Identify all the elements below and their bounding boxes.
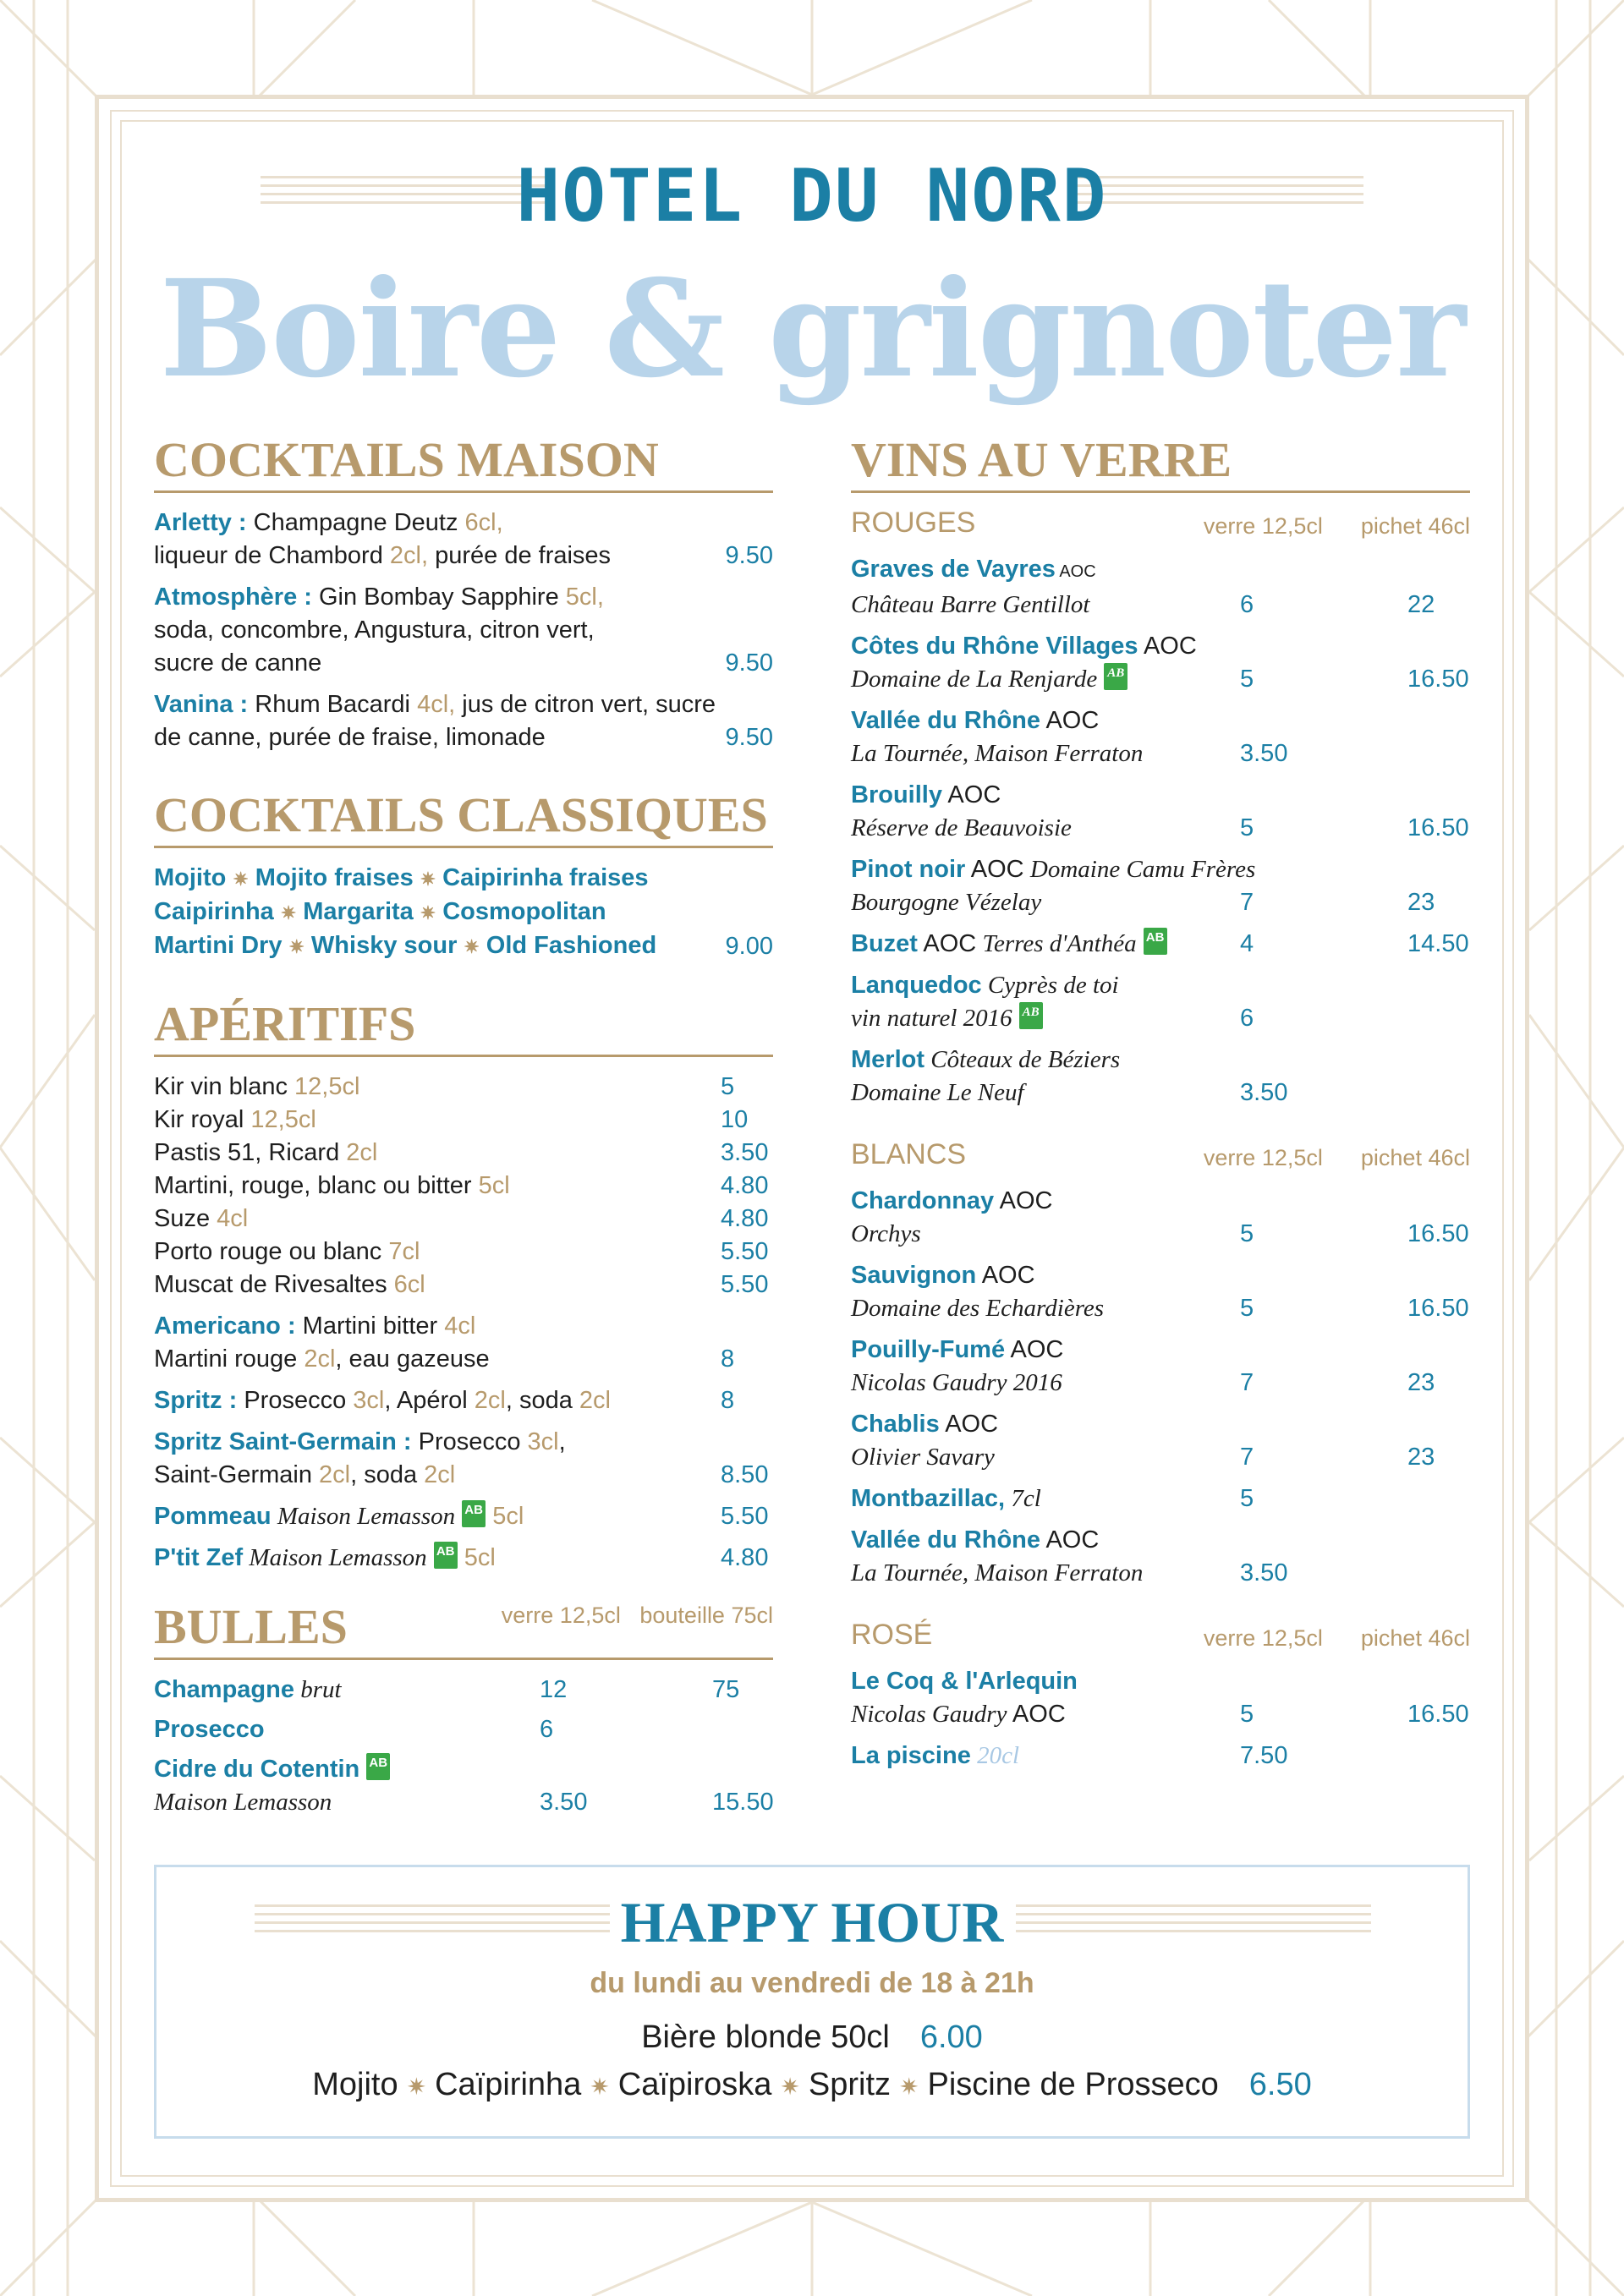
wine-item: Lanquedoc Cyprès de toi vin naturel 2016 AB 6 [851,972,1254,1032]
wine-item: Sauvignon AOC Domaine des Echardières 5 16.50 [851,1262,1469,1322]
right-column [851,433,1470,1781]
rouges-list [851,553,1470,1110]
wine-item: Montbazillac, 7cl 5 [851,1485,1254,1512]
menu-item-cidre: Cidre du Cotentin AB Maison Lemasson 3.50 15.50 [154,1753,773,1819]
wine-item: Chablis AOC Olivier Savary 7 23 [851,1411,1435,1471]
column-header: pichet 46cl [1360,1145,1470,1170]
section-title-aperitifs: APÉRITIFS [154,997,773,1057]
menu-item-arletty: Arletty : Champagne Deutz 6cl, liqueur de Chambord 2cl, purée de fraises 9.50 [154,507,773,573]
list-item: Kir royal 12,5cl 10 [154,1106,749,1133]
menu-item-spritz-saint-germain: Spritz Saint-Germain : Prosecco 3cl, Saint-Germain 2cl, soda 2cl 8.50 [154,1428,769,1488]
wine-item: Chardonnay AOC Orchys 5 16.50 [851,1187,1469,1247]
happy-hour-box [154,1865,1470,2139]
wine-item: Brouilly AOC Réserve de Beauvoisie 5 16.50 [851,781,1469,841]
star-separator-icon: ✷ [590,2074,610,2100]
star-separator-icon: ✷ [899,2074,919,2100]
section-title-bulles: BULLES verre 12,5cl bouteille 75cl [154,1600,773,1660]
ab-bio-label-icon: AB [1104,663,1127,690]
subsection-blancs: BLANCS verre 12,5cl pichet 46cl [851,1138,1470,1170]
list-item: Pastis 51, Ricard 2cl 3.50 [154,1139,769,1166]
wine-item: Graves de Vayres AOC Château Barre Gentillot 6 22 [851,556,1435,618]
list-item: Kir vin blanc 12,5cl 5 [154,1073,735,1100]
menu-item-prosecco: Prosecco 6 [154,1716,554,1743]
star-separator-icon: ✷ [420,902,436,923]
brand-logo: HOTEL DU NORD [516,154,1108,238]
happy-hour-line-2: Mojito ✷ Caïpirinha ✷ Caïpiroska ✷ Spritz ✷ Piscine de Prosseco 6.50 [312,2067,1312,2102]
happy-hour-line-1: Bière blonde 50cl 6.00 [641,2019,983,2055]
menu-item-spritz: Spritz : Prosecco 3cl, Apérol 2cl, soda 2cl 8 [154,1387,735,1414]
column-header: pichet 46cl [1360,513,1470,539]
column-header: verre 12,5cl [501,1603,621,1628]
star-separator-icon: ✷ [464,936,480,957]
star-separator-icon: ✷ [280,902,297,923]
ab-bio-label-icon: AB [462,1500,486,1527]
subsection-rose: ROSÉ verre 12,5cl pichet 46cl [851,1619,1470,1651]
column-header: verre 12,5cl [1203,1145,1323,1170]
rose-list [851,1665,1470,1773]
happy-hour-subtitle: du lundi au vendredi de 18 à 21h [590,1967,1034,1999]
page-title: Boire & grignoter [159,251,1465,408]
section-title-cocktails-classiques: COCKTAILS CLASSIQUES [154,788,773,848]
price: 9.50 [725,724,773,751]
star-separator-icon: ✷ [233,869,249,890]
star-separator-icon: ✷ [288,936,304,957]
happy-hour-title: HAPPY HOUR [620,1890,1004,1954]
menu-item-americano: Americano : Martini bitter 4cl Martini rouge 2cl, eau gazeuse 8 [154,1312,735,1373]
section-title-cocktails-maison: COCKTAILS MAISON [154,433,773,493]
subsection-rouges: ROUGES verre 12,5cl pichet 46cl [851,507,1470,539]
menu-item-ptit-zef: P'tit Zef Maison Lemasson AB 5cl 4.80 [154,1542,773,1575]
list-item: Suze 4cl 4.80 [154,1205,769,1232]
menu-item-champagne: Champagne brut 12 75 [154,1676,740,1703]
menu-item-pommeau: Pommeau Maison Lemasson AB 5cl 5.50 [154,1500,773,1533]
star-separator-icon: ✷ [780,2074,800,2100]
price: 9.50 [725,542,773,569]
column-header: pichet 46cl [1360,1625,1470,1651]
wine-item: Vallée du Rhône AOC La Tournée, Maison Ferraton 3.50 [851,707,1288,767]
menu-content [120,120,1504,2177]
ab-bio-label-icon: AB [1019,1002,1043,1029]
menu-item-atmosphere: Atmosphère : Gin Bombay Sapphire 5cl, soda, concombre, Angustura, citron vert, sucre de canne 9.50 [154,581,773,680]
ab-bio-label-icon: AB [1144,928,1167,955]
wine-item: La piscine 20cl 7.50 [851,1742,1288,1769]
price: 9.00 [725,933,773,960]
classic-cocktails-list: Mojito ✷ Mojito fraises ✷ Caipirinha fraises Caipirinha ✷ Margarita ✷ Cosmopolitan Martini Dry ✷ Whisky sour ✷ Old Fashioned 9.00 [154,862,773,963]
list-item: Muscat de Rivesaltes 6cl 5.50 [154,1271,769,1298]
wine-item: Pouilly-Fumé AOC Nicolas Gaudry 2016 7 23 [851,1336,1435,1396]
wine-item: Côtes du Rhône Villages AOC Domaine de La Renjarde AB 5 16.50 [851,633,1469,693]
star-separator-icon: ✷ [406,2074,427,2100]
blancs-list [851,1185,1470,1590]
ab-bio-label-icon: AB [366,1753,390,1780]
wine-item: Le Coq & l'Arlequin Nicolas Gaudry AOC 5 16.50 [851,1668,1469,1728]
aperitifs-simple-list [154,1071,773,1301]
wine-item: Pinot noir AOC Domaine Camu Frères Bourgogne Vézelay 7 23 [851,856,1435,916]
column-header: bouteille 75cl [639,1603,773,1628]
section-title-vins-au-verre: VINS AU VERRE [851,433,1470,493]
list-item: Porto rouge ou blanc 7cl 5.50 [154,1238,769,1265]
menu-item-vanina: Vanina : Rhum Bacardi 4cl, jus de citron vert, sucre de canne, purée de fraise, limonade 9.50 [154,688,773,754]
left-column [154,433,773,1826]
column-header: verre 12,5cl [1203,1625,1323,1651]
wine-item: Merlot Côteaux de Béziers Domaine Le Neuf 3.50 [851,1046,1288,1106]
price: 9.50 [725,649,773,677]
column-header: verre 12,5cl [1203,513,1323,539]
ab-bio-label-icon: AB [434,1542,458,1569]
list-item: Martini, rouge, blanc ou bitter 5cl 4.80 [154,1172,769,1199]
star-separator-icon: ✷ [420,869,436,890]
wine-item: Buzet AOC Terres d'Anthéa AB 4 14.50 [851,928,1470,961]
wine-item: Vallée du Rhône AOC La Tournée, Maison Ferraton 3.50 [851,1526,1288,1586]
